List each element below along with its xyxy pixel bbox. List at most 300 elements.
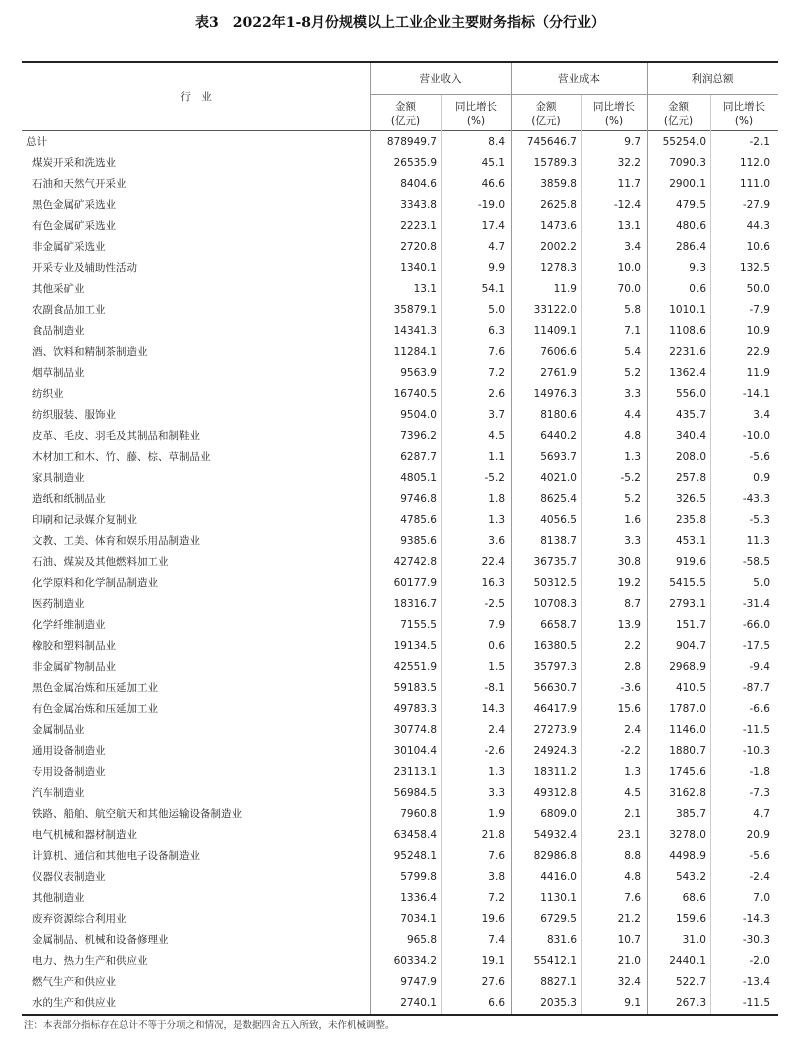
cell-rev-g: 14.3 bbox=[481, 703, 505, 715]
cell-profit-g: -11.5 bbox=[742, 724, 770, 736]
cell-profit-g: -1.8 bbox=[749, 766, 770, 778]
cell-profit-g: -30.3 bbox=[742, 934, 770, 946]
table-row bbox=[22, 132, 778, 153]
table-row bbox=[22, 594, 778, 615]
cell-rev-g: 2.4 bbox=[488, 724, 505, 736]
cell-rev-g: 1.9 bbox=[488, 808, 505, 820]
cell-profit: 2900.1 bbox=[669, 178, 706, 190]
cell-profit-g: -10.3 bbox=[742, 745, 770, 757]
cell-cost: 7606.6 bbox=[540, 346, 577, 358]
cell-rev: 9385.6 bbox=[400, 535, 437, 547]
industry-name: 水的生产和供应业 bbox=[32, 997, 116, 1009]
cell-rev: 4785.6 bbox=[400, 514, 437, 526]
cell-profit: 480.6 bbox=[675, 220, 706, 232]
industry-name: 纺织业 bbox=[32, 388, 64, 400]
cell-profit-g: 10.6 bbox=[746, 241, 770, 253]
cell-cost: 15789.3 bbox=[533, 157, 577, 169]
cell-profit-g: -11.5 bbox=[742, 997, 770, 1009]
cell-rev-g: 8.4 bbox=[488, 136, 505, 148]
cell-profit: 151.7 bbox=[675, 619, 706, 631]
cell-cost-g: 7.6 bbox=[624, 892, 641, 904]
cell-profit-g: -5.3 bbox=[749, 514, 770, 526]
table-row bbox=[22, 237, 778, 258]
cell-cost-g: 2.1 bbox=[624, 808, 641, 820]
cell-rev: 7396.2 bbox=[400, 430, 437, 442]
industry-name: 化学纤维制造业 bbox=[32, 619, 106, 631]
cell-cost: 2002.2 bbox=[540, 241, 577, 253]
cell-cost-g: 4.8 bbox=[624, 871, 641, 883]
table-row bbox=[22, 426, 778, 447]
amount-unit: (亿元) bbox=[663, 115, 694, 127]
table-row bbox=[22, 405, 778, 426]
cell-cost-g: 5.4 bbox=[624, 346, 641, 358]
cell-rev-g: 5.0 bbox=[488, 304, 505, 316]
industry-name: 农副食品加工业 bbox=[32, 304, 106, 316]
cell-profit: 55254.0 bbox=[662, 136, 706, 148]
cell-cost-g: 8.8 bbox=[624, 850, 641, 862]
cell-profit: 208.0 bbox=[675, 451, 706, 463]
table-row bbox=[22, 972, 778, 993]
header-bottom-rule bbox=[22, 130, 778, 131]
cell-profit-g: 10.9 bbox=[746, 325, 770, 337]
industry-name: 汽车制造业 bbox=[32, 787, 85, 799]
industry-name: 燃气生产和供应业 bbox=[32, 976, 116, 988]
cell-rev-g: -2.5 bbox=[484, 598, 505, 610]
cell-profit: 1880.7 bbox=[669, 745, 706, 757]
amount-unit: (亿元) bbox=[390, 115, 421, 127]
industry-name: 电力、热力生产和供应业 bbox=[32, 955, 148, 967]
cell-profit: 1787.0 bbox=[669, 703, 706, 715]
cell-profit: 235.8 bbox=[675, 514, 706, 526]
cell-profit: 3278.0 bbox=[669, 829, 706, 841]
cell-rev: 23113.1 bbox=[393, 766, 437, 778]
cell-rev-g: 7.9 bbox=[488, 619, 505, 631]
cell-cost-g: 8.7 bbox=[624, 598, 641, 610]
cell-cost-g: 13.9 bbox=[617, 619, 641, 631]
industry-name: 有色金属矿采选业 bbox=[32, 220, 116, 232]
industry-name: 石油和天然气开采业 bbox=[32, 178, 127, 190]
cell-profit: 286.4 bbox=[675, 241, 706, 253]
table-row bbox=[22, 930, 778, 951]
table-row bbox=[22, 741, 778, 762]
industry-name: 其他制造业 bbox=[32, 892, 85, 904]
cell-profit-g: 11.9 bbox=[746, 367, 770, 379]
table-row bbox=[22, 783, 778, 804]
cell-cost-g: 32.4 bbox=[617, 976, 641, 988]
cell-cost: 54932.4 bbox=[533, 829, 577, 841]
cell-profit: 257.8 bbox=[675, 472, 706, 484]
cell-cost-g: 1.3 bbox=[624, 766, 641, 778]
cell-rev: 7034.1 bbox=[400, 913, 437, 925]
table-row bbox=[22, 615, 778, 636]
cell-rev-g: 1.5 bbox=[488, 661, 505, 673]
cell-profit: 556.0 bbox=[675, 388, 706, 400]
header-industry: 行 业 bbox=[180, 91, 212, 103]
table-row bbox=[22, 342, 778, 363]
cell-rev: 5799.8 bbox=[400, 871, 437, 883]
table-row bbox=[22, 363, 778, 384]
cell-cost: 35797.3 bbox=[533, 661, 577, 673]
cell-profit-g: 111.0 bbox=[739, 178, 770, 190]
cell-rev-g: -19.0 bbox=[477, 199, 505, 211]
amount-label: 金额 bbox=[395, 101, 416, 113]
footnote: 注：本表部分指标存在总计不等于分项之和情况，是数据四舍五入所致，未作机械调整。 bbox=[24, 1020, 395, 1031]
cell-cost: 50312.5 bbox=[533, 577, 577, 589]
industry-name: 通用设备制造业 bbox=[32, 745, 106, 757]
cell-profit-g: 22.9 bbox=[746, 346, 770, 358]
header-cost: 营业成本 bbox=[558, 73, 600, 85]
cell-profit-g: 50.0 bbox=[746, 283, 770, 295]
cell-cost-g: 3.3 bbox=[624, 535, 641, 547]
cell-rev: 3343.8 bbox=[400, 199, 437, 211]
cell-profit: 2231.6 bbox=[669, 346, 706, 358]
cell-cost: 1473.6 bbox=[540, 220, 577, 232]
cell-rev: 60177.9 bbox=[393, 577, 437, 589]
cell-profit-g: 20.9 bbox=[746, 829, 770, 841]
cell-profit-g: -14.1 bbox=[742, 388, 770, 400]
cell-cost: 2625.8 bbox=[540, 199, 577, 211]
cell-profit-g: 0.9 bbox=[753, 472, 770, 484]
cell-profit-g: -31.4 bbox=[742, 598, 770, 610]
cell-cost-g: 13.1 bbox=[617, 220, 641, 232]
cell-cost-g: -2.2 bbox=[620, 745, 641, 757]
cell-rev-g: 7.4 bbox=[488, 934, 505, 946]
amount-unit: (亿元) bbox=[531, 115, 561, 127]
cell-rev-g: 19.6 bbox=[481, 913, 505, 925]
cell-cost: 82986.8 bbox=[533, 850, 577, 862]
cell-cost-g: 7.1 bbox=[624, 325, 641, 337]
table-row bbox=[22, 888, 778, 909]
cell-rev: 2223.1 bbox=[400, 220, 437, 232]
cell-cost-g: 21.2 bbox=[617, 913, 641, 925]
table-row bbox=[22, 153, 778, 174]
cell-cost: 8827.1 bbox=[540, 976, 577, 988]
table-bottom-rule bbox=[22, 1014, 778, 1016]
cell-profit: 1010.1 bbox=[669, 304, 706, 316]
cell-rev: 35879.1 bbox=[393, 304, 437, 316]
cell-cost: 24924.3 bbox=[533, 745, 577, 757]
table-row bbox=[22, 846, 778, 867]
cell-rev-g: 9.9 bbox=[488, 262, 505, 274]
industry-name: 铁路、船舶、航空航天和其他运输设备制造业 bbox=[32, 808, 242, 820]
cell-rev-g: 7.2 bbox=[488, 367, 505, 379]
cell-cost: 4416.0 bbox=[540, 871, 577, 883]
industry-name: 非金属矿采选业 bbox=[32, 241, 106, 253]
cell-profit: 326.5 bbox=[675, 493, 706, 505]
cell-rev: 59183.5 bbox=[393, 682, 437, 694]
cell-rev: 49783.3 bbox=[393, 703, 437, 715]
cell-rev: 4805.1 bbox=[400, 472, 437, 484]
header-profit-growth bbox=[710, 100, 778, 128]
cell-rev-g: 1.8 bbox=[488, 493, 505, 505]
cell-cost-g: 30.8 bbox=[617, 556, 641, 568]
cell-profit-g: -27.9 bbox=[742, 199, 770, 211]
industry-name: 化学原料和化学制品制造业 bbox=[32, 577, 158, 589]
cell-cost: 8625.4 bbox=[540, 493, 577, 505]
cell-cost: 56630.7 bbox=[533, 682, 577, 694]
cell-profit: 31.0 bbox=[682, 934, 706, 946]
cell-rev: 7155.5 bbox=[400, 619, 437, 631]
cell-cost: 4021.0 bbox=[540, 472, 577, 484]
table-row bbox=[22, 720, 778, 741]
cell-cost-g: 11.7 bbox=[617, 178, 641, 190]
cell-rev-g: 6.3 bbox=[488, 325, 505, 337]
cell-profit-g: 11.3 bbox=[746, 535, 770, 547]
cell-cost: 55412.1 bbox=[533, 955, 577, 967]
cell-cost-g: -3.6 bbox=[620, 682, 641, 694]
header-mid-rule bbox=[370, 94, 778, 95]
industry-name: 专用设备制造业 bbox=[32, 766, 106, 778]
cell-rev-g: 1.1 bbox=[488, 451, 505, 463]
cell-rev: 1336.4 bbox=[400, 892, 437, 904]
cell-cost: 11.9 bbox=[553, 283, 577, 295]
amount-label: 金额 bbox=[535, 101, 557, 113]
cell-profit-g: -66.0 bbox=[742, 619, 770, 631]
cell-profit-g: 4.7 bbox=[753, 808, 770, 820]
header-cost-amount bbox=[511, 100, 581, 128]
industry-name: 酒、饮料和精制茶制造业 bbox=[32, 346, 148, 358]
cell-rev: 56984.5 bbox=[393, 787, 437, 799]
cell-rev: 9747.9 bbox=[400, 976, 437, 988]
table-row bbox=[22, 804, 778, 825]
cell-profit: 3162.8 bbox=[669, 787, 706, 799]
cell-profit: 267.3 bbox=[675, 997, 706, 1009]
cell-rev: 11284.1 bbox=[393, 346, 437, 358]
industry-name: 黑色金属矿采选业 bbox=[32, 199, 116, 211]
cell-cost-g: 2.4 bbox=[624, 724, 641, 736]
header-profit: 利润总额 bbox=[691, 73, 734, 85]
cell-rev: 26535.9 bbox=[393, 157, 437, 169]
cell-rev: 2740.1 bbox=[400, 997, 437, 1009]
cell-cost-g: 3.3 bbox=[624, 388, 641, 400]
header-profit-amount bbox=[647, 100, 710, 128]
cell-cost: 33122.0 bbox=[533, 304, 577, 316]
industry-name: 石油、煤炭及其他燃料加工业 bbox=[32, 556, 169, 568]
industry-name: 金属制品、机械和设备修理业 bbox=[32, 934, 169, 946]
cell-profit-g: -10.0 bbox=[742, 430, 770, 442]
cell-rev: 14341.3 bbox=[393, 325, 437, 337]
cell-cost-g: 5.2 bbox=[624, 367, 641, 379]
cell-cost: 1130.1 bbox=[540, 892, 577, 904]
cell-profit: 479.5 bbox=[675, 199, 706, 211]
cell-cost: 745646.7 bbox=[526, 136, 577, 148]
cell-cost-g: 10.0 bbox=[617, 262, 641, 274]
cell-cost: 10708.3 bbox=[533, 598, 577, 610]
cell-cost-g: 2.8 bbox=[624, 661, 641, 673]
table-row bbox=[22, 573, 778, 594]
cell-rev-g: 7.6 bbox=[488, 850, 505, 862]
cell-rev-g: 1.3 bbox=[488, 514, 505, 526]
cell-profit-g: -58.5 bbox=[742, 556, 770, 568]
table-row bbox=[22, 552, 778, 573]
cell-cost: 5693.7 bbox=[540, 451, 577, 463]
cell-cost-g: 3.4 bbox=[624, 241, 641, 253]
cell-profit: 522.7 bbox=[675, 976, 706, 988]
cell-profit-g: -6.6 bbox=[749, 703, 770, 715]
industry-name: 废弃资源综合利用业 bbox=[32, 913, 127, 925]
cell-rev: 13.1 bbox=[413, 283, 437, 295]
cell-cost-g: 4.5 bbox=[624, 787, 641, 799]
cell-rev-g: 21.8 bbox=[481, 829, 505, 841]
table-row bbox=[22, 279, 778, 300]
cell-profit-g: -17.5 bbox=[742, 640, 770, 652]
table-row bbox=[22, 174, 778, 195]
cell-cost: 18311.2 bbox=[533, 766, 577, 778]
cell-cost: 1278.3 bbox=[540, 262, 577, 274]
cell-rev-g: 2.6 bbox=[488, 388, 505, 400]
cell-profit-g: 5.0 bbox=[753, 577, 770, 589]
industry-name: 纺织服装、服饰业 bbox=[32, 409, 116, 421]
cell-profit-g: -2.1 bbox=[749, 136, 770, 148]
cell-cost: 27273.9 bbox=[533, 724, 577, 736]
cell-profit: 919.6 bbox=[675, 556, 706, 568]
industry-name: 黑色金属冶炼和压延加工业 bbox=[32, 682, 158, 694]
cell-rev-g: 4.5 bbox=[488, 430, 505, 442]
industry-name: 造纸和纸制品业 bbox=[32, 493, 106, 505]
table-row bbox=[22, 825, 778, 846]
cell-rev-g: 46.6 bbox=[481, 178, 505, 190]
industry-name: 其他采矿业 bbox=[32, 283, 85, 295]
table-row bbox=[22, 867, 778, 888]
cell-rev: 9504.0 bbox=[400, 409, 437, 421]
cell-rev-g: 54.1 bbox=[481, 283, 505, 295]
growth-unit: (%) bbox=[466, 115, 486, 127]
cell-rev: 30104.4 bbox=[393, 745, 437, 757]
cell-rev-g: -2.6 bbox=[484, 745, 505, 757]
industry-name: 橡胶和塑料制品业 bbox=[32, 640, 116, 652]
cell-cost: 46417.9 bbox=[533, 703, 577, 715]
cell-cost: 6440.2 bbox=[540, 430, 577, 442]
cell-profit: 1108.6 bbox=[669, 325, 706, 337]
industry-name: 家具制造业 bbox=[32, 472, 85, 484]
cell-rev-g: 3.8 bbox=[488, 871, 505, 883]
table-row bbox=[22, 468, 778, 489]
cell-profit: 2968.9 bbox=[669, 661, 706, 673]
cell-rev-g: 22.4 bbox=[481, 556, 505, 568]
table-row bbox=[22, 531, 778, 552]
cell-rev: 965.8 bbox=[406, 934, 437, 946]
cell-profit-g: -7.9 bbox=[749, 304, 770, 316]
cell-cost: 8180.6 bbox=[540, 409, 577, 421]
table-row bbox=[22, 636, 778, 657]
table-row bbox=[22, 762, 778, 783]
industry-name: 文教、工美、体育和娱乐用品制造业 bbox=[32, 535, 200, 547]
cell-rev: 878949.7 bbox=[386, 136, 437, 148]
industry-name: 电气机械和器材制造业 bbox=[32, 829, 137, 841]
cell-profit: 340.4 bbox=[675, 430, 706, 442]
cell-profit-g: -5.6 bbox=[749, 850, 770, 862]
growth-unit: (%) bbox=[604, 115, 624, 127]
cell-rev-g: 27.6 bbox=[481, 976, 505, 988]
cell-cost: 6658.7 bbox=[540, 619, 577, 631]
industry-name: 食品制造业 bbox=[32, 325, 85, 337]
cell-cost-g: 4.4 bbox=[624, 409, 641, 421]
growth-label: 同比增长 bbox=[455, 101, 497, 113]
cell-cost: 8138.7 bbox=[540, 535, 577, 547]
header-rev-amount bbox=[370, 100, 441, 128]
cell-rev-g: -5.2 bbox=[484, 472, 505, 484]
table-row bbox=[22, 258, 778, 279]
cell-profit: 410.5 bbox=[675, 682, 706, 694]
cell-rev-g: 17.4 bbox=[481, 220, 505, 232]
growth-label: 同比增长 bbox=[593, 101, 635, 113]
cell-cost-g: 1.6 bbox=[624, 514, 641, 526]
table-row bbox=[22, 216, 778, 237]
industry-name: 煤炭开采和洗选业 bbox=[32, 157, 116, 169]
amount-label: 金额 bbox=[668, 101, 689, 113]
cell-profit-g: -43.3 bbox=[742, 493, 770, 505]
cell-cost-g: -12.4 bbox=[613, 199, 641, 211]
cell-cost-g: 15.6 bbox=[617, 703, 641, 715]
table-row bbox=[22, 699, 778, 720]
cell-profit-g: -7.3 bbox=[749, 787, 770, 799]
cell-profit: 1745.6 bbox=[669, 766, 706, 778]
cell-cost-g: 4.8 bbox=[624, 430, 641, 442]
table-row bbox=[22, 678, 778, 699]
table-row bbox=[22, 657, 778, 678]
cell-rev: 95248.1 bbox=[393, 850, 437, 862]
cell-rev: 6287.7 bbox=[400, 451, 437, 463]
cell-profit-g: -2.0 bbox=[749, 955, 770, 967]
cell-rev-g: 6.6 bbox=[488, 997, 505, 1009]
cell-rev-g: 7.6 bbox=[488, 346, 505, 358]
cell-rev: 19134.5 bbox=[393, 640, 437, 652]
cell-rev-g: 1.3 bbox=[488, 766, 505, 778]
cell-rev: 30774.8 bbox=[393, 724, 437, 736]
cell-rev-g: 16.3 bbox=[481, 577, 505, 589]
industry-name: 计算机、通信和其他电子设备制造业 bbox=[32, 850, 200, 862]
cell-profit-g: -2.4 bbox=[749, 871, 770, 883]
cell-profit-g: 3.4 bbox=[753, 409, 770, 421]
cell-rev-g: 19.1 bbox=[481, 955, 505, 967]
cell-cost-g: 19.2 bbox=[617, 577, 641, 589]
table-row bbox=[22, 300, 778, 321]
cell-profit: 435.7 bbox=[675, 409, 706, 421]
cell-rev-g: 3.6 bbox=[488, 535, 505, 547]
cell-profit: 453.1 bbox=[675, 535, 706, 547]
table-row bbox=[22, 195, 778, 216]
table-row bbox=[22, 321, 778, 342]
cell-cost: 831.6 bbox=[546, 934, 577, 946]
cell-cost-g: 1.3 bbox=[624, 451, 641, 463]
cell-cost: 49312.8 bbox=[533, 787, 577, 799]
cell-cost-g: 32.2 bbox=[617, 157, 641, 169]
cell-rev: 63458.4 bbox=[393, 829, 437, 841]
cell-rev-g: 0.6 bbox=[488, 640, 505, 652]
cell-profit: 5415.5 bbox=[669, 577, 706, 589]
cell-profit: 904.7 bbox=[675, 640, 706, 652]
cell-rev-g: 3.3 bbox=[488, 787, 505, 799]
industry-name: 金属制品业 bbox=[32, 724, 85, 736]
cell-rev-g: 3.7 bbox=[488, 409, 505, 421]
cell-profit-g: 112.0 bbox=[739, 157, 770, 169]
industry-name: 皮革、毛皮、羽毛及其制品和制鞋业 bbox=[32, 430, 200, 442]
cell-rev: 18316.7 bbox=[393, 598, 437, 610]
cell-profit-g: -13.4 bbox=[742, 976, 770, 988]
cell-rev: 60334.2 bbox=[393, 955, 437, 967]
cell-cost-g: 21.0 bbox=[617, 955, 641, 967]
cell-cost: 4056.5 bbox=[540, 514, 577, 526]
cell-profit-g: -9.4 bbox=[749, 661, 770, 673]
cell-rev: 42551.9 bbox=[393, 661, 437, 673]
table-row bbox=[22, 951, 778, 972]
industry-name: 开采专业及辅助性活动 bbox=[32, 262, 137, 274]
cell-rev: 9563.9 bbox=[400, 367, 437, 379]
cell-cost: 14976.3 bbox=[533, 388, 577, 400]
cell-cost: 11409.1 bbox=[533, 325, 577, 337]
cell-cost-g: 10.7 bbox=[617, 934, 641, 946]
table-row bbox=[22, 447, 778, 468]
